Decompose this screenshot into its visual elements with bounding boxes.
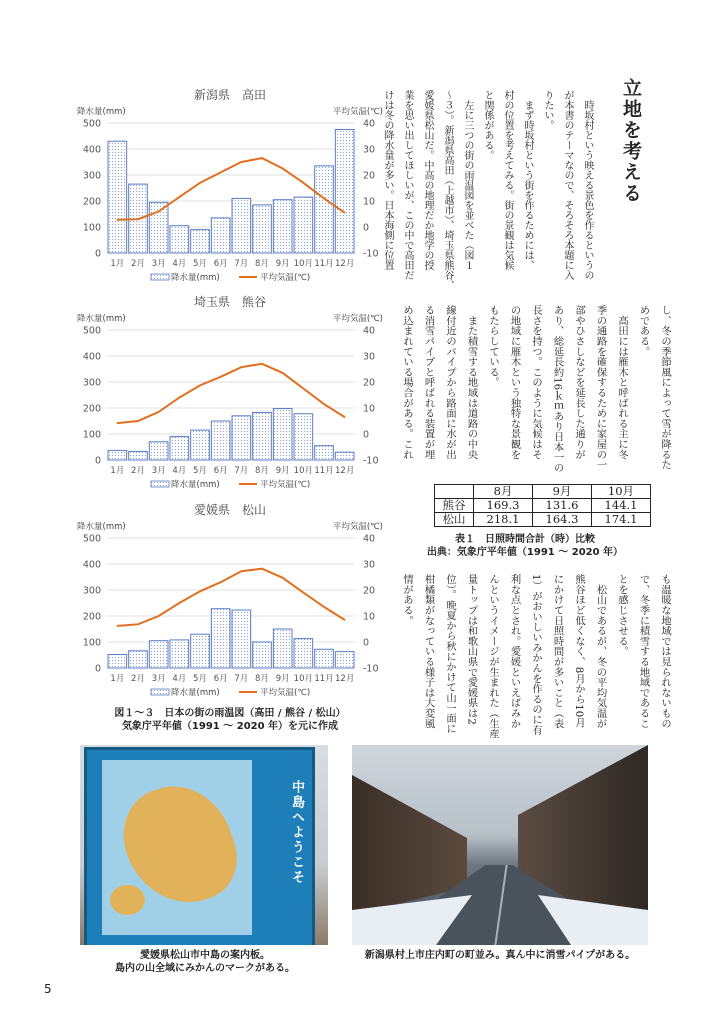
temperature-point (323, 403, 325, 405)
y2-tick-label: 10 (363, 403, 376, 415)
y-tick-label: 300 (82, 585, 101, 597)
photo-caption-left (80, 949, 330, 975)
x-tick-label: 2月 (131, 259, 145, 269)
x-tick-label: 5月 (193, 466, 207, 476)
y-tick-label: 0 (94, 248, 101, 260)
y2-tick-label: -10 (363, 248, 379, 260)
precip-bar (211, 421, 230, 460)
text-line: まず時坂村という街を作るためには、 (522, 90, 533, 270)
x-tick-label: 3月 (151, 674, 166, 684)
x-tick-label: 11月 (314, 674, 334, 684)
x-tick-label: 10月 (293, 674, 313, 684)
text-line: また積雪する地域は道路の中央 (465, 305, 478, 460)
precip-bar (170, 640, 189, 668)
precip-bar (108, 654, 127, 668)
precip-bar (129, 451, 148, 460)
temperature-point (220, 581, 222, 583)
y-tick-label: 200 (82, 403, 101, 415)
precip-bar (294, 414, 313, 460)
text-line: 利な点とされ。愛媛といえばみか (508, 574, 521, 729)
x-tick-label: 12月 (335, 466, 355, 476)
precip-bar (232, 198, 251, 253)
x-tick-label: 7月 (234, 674, 249, 684)
temperature-point (282, 372, 284, 374)
precip-bar (129, 651, 148, 668)
x-tick-label: 4月 (172, 259, 187, 269)
x-tick-label: 7月 (234, 466, 249, 476)
temperature-point (241, 161, 243, 163)
text-line: し、冬の季節風によって雪が降るた (659, 305, 671, 470)
y2-tick-label: 0 (363, 429, 370, 441)
temperature-point (117, 625, 119, 627)
y2-tick-label: 10 (363, 611, 376, 623)
precip-bar (232, 610, 251, 668)
temperature-point (199, 385, 201, 387)
x-tick-label: 12月 (335, 259, 355, 269)
text-line: 量トップは和歌山県で愛媛県は2 (465, 574, 478, 725)
x-tick-label: 4月 (172, 674, 187, 684)
text-line: で、冬季に積雪する地域であるこ (637, 574, 650, 729)
table-cell: 174.1 (592, 513, 651, 527)
temperature-point (261, 157, 263, 159)
temperature-point (344, 212, 346, 214)
table-caption-title: 表１ 日照時間合計（時）比較 (455, 534, 595, 545)
legend-precip-label: 降水量(mm) (171, 688, 220, 698)
y-tick-label: 500 (82, 118, 101, 130)
y-tick-label: 500 (82, 533, 101, 545)
x-tick-label: 3月 (151, 466, 166, 476)
precip-bar (191, 634, 210, 668)
y-axis-label: 降水量(mm) (77, 314, 126, 324)
precip-bar (253, 205, 272, 253)
temperature-point (158, 411, 160, 413)
y-tick-label: 100 (82, 429, 101, 441)
text-line: けは冬の降水量が多い。日本海側に位置 (382, 90, 393, 270)
text-line: めである。 (637, 305, 650, 357)
temperature-point (137, 420, 139, 422)
text-line: 熊谷ほど低くなく、8月から10月 (573, 574, 585, 728)
precip-bar (149, 641, 168, 668)
temperature-point (303, 388, 305, 390)
temperature-point (158, 211, 160, 213)
photo-caption-left-line-1: 愛媛県松山市中島の案内板。 (140, 950, 270, 961)
x-tick-label: 12月 (335, 674, 355, 684)
text-line: んというイメージが生まれた（生産 (487, 574, 499, 739)
y-tick-label: 0 (94, 663, 101, 675)
text-line: と関係がある。 (482, 90, 493, 160)
table-cell (435, 485, 474, 499)
precip-bar (315, 649, 334, 668)
legend-temp-label: 平均気温(℃) (260, 480, 311, 490)
text-line: 柑橘類がなっている様子は大変風 (422, 574, 435, 729)
precip-bar (294, 197, 313, 253)
y2-axis-label: 平均気温(℃) (332, 314, 383, 324)
table-row (435, 513, 651, 527)
y-tick-label: 0 (94, 455, 101, 467)
temperature-point (261, 363, 263, 365)
temperature-point (344, 416, 346, 418)
text-line: 部やひさしなどを延長した通りが (573, 305, 585, 460)
figure-caption-line-1: 図１～３ 日本の街の雨温図（高田 / 熊谷 / 松山） (114, 708, 346, 719)
y-tick-label: 100 (82, 637, 101, 649)
page-number: 5 (44, 982, 52, 996)
temperature-point (323, 198, 325, 200)
y-axis-label: 降水量(mm) (77, 107, 126, 117)
text-line: 情がある。 (401, 574, 413, 626)
x-tick-label: 9月 (275, 466, 290, 476)
text-line: 松山であるが、冬の平均気温が (594, 574, 607, 729)
text-line: 高田には雁木と呼ばれる主に冬 (616, 305, 628, 460)
table-cell: 164.3 (533, 513, 592, 527)
precip-bar (211, 218, 230, 253)
photo-caption-left-line-2: 島内の山全域にみかんのマークがある。 (115, 963, 295, 974)
section-heading: 立地を考える (620, 78, 642, 204)
x-tick-label: 5月 (193, 259, 207, 269)
x-tick-label: 9月 (275, 674, 290, 684)
temperature-point (220, 376, 222, 378)
chart-title: 新潟県 高田 (193, 88, 267, 102)
text-line: 村の位置を考えてみる。街の景観は気候 (502, 90, 513, 270)
text-line: もたらしている。 (487, 305, 499, 388)
text-line: 左に三つの街の雨温図を並べた（図１ (462, 90, 473, 270)
chart-matsuyama (75, 500, 385, 705)
text-line: の地域に雁木という独特な景観を (508, 305, 521, 460)
y-tick-label: 400 (82, 351, 101, 363)
temperature-point (303, 182, 305, 184)
legend-bar-swatch (151, 481, 169, 487)
table-header-cell: 10月 (592, 485, 651, 499)
x-tick-label: 6月 (213, 466, 228, 476)
temperature-point (241, 570, 243, 572)
text-line: あり、総延長約16ｋｍあり日本一の (551, 305, 564, 473)
text-line: も温暖な地域では見られないもの (659, 574, 671, 729)
x-tick-label: 3月 (151, 259, 166, 269)
table-cell: 松山 (435, 513, 474, 527)
legend-precip-label: 降水量(mm) (171, 480, 220, 490)
y2-tick-label: 20 (363, 377, 376, 389)
precip-bar (273, 409, 292, 460)
precip-bar (149, 442, 168, 460)
y2-tick-label: 0 (363, 222, 370, 234)
x-tick-label: 8月 (255, 466, 269, 476)
legend-temp-label: 平均気温(℃) (260, 273, 311, 283)
table-cell: 144.1 (592, 499, 651, 513)
temperature-point (158, 615, 160, 617)
text-line: が本書のテーマなので、そろそろ本題に入 (562, 90, 573, 280)
table-cell: 131.6 (533, 499, 592, 513)
precip-bar (335, 452, 354, 460)
x-tick-label: 4月 (172, 466, 187, 476)
precip-bar (170, 226, 189, 253)
precip-bar (191, 230, 210, 253)
body-text-block-1 (377, 90, 597, 290)
temperature-point (199, 591, 201, 593)
legend-bar-swatch (151, 689, 169, 695)
y2-tick-label: -10 (363, 455, 379, 467)
figure-caption-line-2: 気象庁平年値（1991 ～ 2020 年）を元に作成 (121, 721, 339, 732)
y-tick-label: 300 (82, 377, 101, 389)
y2-tick-label: 30 (363, 559, 376, 571)
y2-axis-label: 平均気温(℃) (332, 107, 383, 117)
chart-takada (75, 85, 385, 290)
photo-nakajima-signboard (80, 745, 328, 945)
x-tick-label: 8月 (255, 259, 269, 269)
y2-tick-label: 0 (363, 637, 370, 649)
x-tick-label: 10月 (293, 466, 313, 476)
small-island-shape (110, 885, 145, 915)
table-caption (420, 533, 630, 559)
x-tick-label: 2月 (131, 466, 145, 476)
table-cell: 熊谷 (435, 499, 474, 513)
text-line: 長さを持つ。このように気候はそ (530, 305, 542, 460)
temperature-point (282, 168, 284, 170)
table-row (435, 499, 651, 513)
precip-bar (273, 629, 292, 668)
temperature-point (344, 619, 346, 621)
y2-tick-label: 20 (363, 170, 376, 182)
y2-tick-label: -10 (363, 663, 379, 675)
x-tick-label: 8月 (255, 674, 269, 684)
x-tick-label: 5月 (193, 674, 207, 684)
chart-kumagaya (75, 292, 385, 497)
precip-bar (294, 639, 313, 668)
photo-murakami-street (352, 745, 648, 945)
y2-tick-label: 10 (363, 196, 376, 208)
x-tick-label: 11月 (314, 466, 334, 476)
x-tick-label: 11月 (314, 259, 334, 269)
x-tick-label: 6月 (213, 674, 228, 684)
precip-bar (335, 652, 354, 668)
precip-bar (149, 202, 168, 253)
text-line: 季の通路を確保するために家屋の一 (594, 305, 607, 470)
temperature-point (137, 218, 139, 220)
temperature-point (282, 577, 284, 579)
legend-bar-swatch (151, 274, 169, 280)
photo-caption-right-text: 新潟県村上市庄内町の町並み。真ん中に消雪パイプがある。 (364, 950, 636, 961)
temperature-point (220, 172, 222, 174)
y2-tick-label: 40 (363, 533, 376, 545)
precip-bar (170, 437, 189, 460)
text-line: る消雪パイプと呼ばれる装置が埋 (422, 305, 435, 460)
temperature-point (179, 196, 181, 198)
y-tick-label: 300 (82, 170, 101, 182)
table-header-row (435, 485, 651, 499)
text-line: 線付近のパイプから路面に水が出 (444, 305, 456, 460)
chart-title: 愛媛県 松山 (193, 503, 267, 517)
text-line: りたい。 (542, 90, 553, 130)
precip-bar (253, 412, 272, 460)
x-tick-label: 6月 (213, 259, 228, 269)
precip-bar (232, 416, 251, 460)
text-line: 業を思い出してほしいが、この中で高田だ (402, 90, 413, 280)
body-text-block-2 (396, 305, 676, 473)
y-tick-label: 200 (82, 611, 101, 623)
temperature-point (117, 422, 119, 424)
temperature-point (137, 624, 139, 626)
figure-caption (80, 707, 380, 733)
table-cell: 169.3 (474, 499, 533, 513)
text-line: 愛媛県松山だ。中高の地理だか地学の授 (422, 90, 433, 270)
temperature-point (303, 592, 305, 594)
temperature-point (199, 182, 201, 184)
text-line: め込まれている場合がある。これ (401, 305, 413, 460)
precip-bar (211, 609, 230, 668)
temperature-point (179, 602, 181, 604)
precip-bar (315, 166, 334, 253)
x-tick-label: 9月 (275, 259, 290, 269)
y-tick-label: 400 (82, 559, 101, 571)
map-area (102, 760, 252, 935)
precip-bar (108, 141, 127, 253)
y2-tick-label: 30 (363, 144, 376, 156)
x-tick-label: 1月 (110, 466, 125, 476)
temperature-point (117, 219, 119, 221)
precip-bar (253, 642, 272, 668)
precip-bar (315, 446, 334, 460)
x-tick-label: 1月 (110, 259, 125, 269)
x-tick-label: 7月 (234, 259, 249, 269)
temperature-point (261, 568, 263, 570)
chart-title: 埼玉県 熊谷 (193, 295, 267, 309)
y2-tick-label: 40 (363, 325, 376, 337)
y-tick-label: 500 (82, 325, 101, 337)
table-header-cell: 8月 (474, 485, 533, 499)
signboard (84, 747, 315, 945)
table-header-cell: 9月 (533, 485, 592, 499)
precip-bar (108, 450, 127, 460)
text-line: ～３）。新潟県高田（上越市）、埼玉県熊谷、 (442, 90, 453, 290)
text-line: とを感じさせる。 (616, 574, 628, 657)
y-tick-label: 100 (82, 222, 101, 234)
y-tick-label: 400 (82, 144, 101, 156)
body-text-block-3 (396, 574, 676, 739)
legend-precip-label: 降水量(mm) (171, 273, 220, 283)
y-tick-label: 200 (82, 196, 101, 208)
temperature-line (117, 569, 344, 626)
y-axis-label: 降水量(mm) (77, 522, 126, 532)
x-tick-label: 2月 (131, 674, 145, 684)
precip-bar (191, 430, 210, 460)
temperature-point (241, 366, 243, 368)
legend-temp-label: 平均気温(℃) (260, 688, 311, 698)
precip-bar (335, 130, 354, 254)
sunshine-table (434, 484, 651, 527)
y2-tick-label: 30 (363, 351, 376, 363)
text-line: 位）。晩夏から秋にかけて山一面に (444, 574, 456, 734)
temperature-point (179, 397, 181, 399)
y2-tick-label: 40 (363, 118, 376, 130)
sign-text: 中島へようこそ (289, 780, 304, 885)
precip-bar (273, 200, 292, 253)
x-tick-label: 1月 (110, 674, 125, 684)
y2-tick-label: 20 (363, 585, 376, 597)
text-line: にかけて日照時間が多いこと（表 (551, 574, 564, 729)
text-line: 1）がおいしいみかんを作るのに有 (530, 574, 542, 736)
y2-axis-label: 平均気温(℃) (332, 522, 383, 532)
temperature-point (323, 606, 325, 608)
text-line: 時坂村という映える景色を作るというの (582, 90, 593, 280)
table-cell: 218.1 (474, 513, 533, 527)
photo-caption-right (352, 949, 648, 962)
table-caption-source: 出典：気象庁平年値（1991 ～ 2020 年） (426, 547, 624, 558)
x-tick-label: 10月 (293, 259, 313, 269)
